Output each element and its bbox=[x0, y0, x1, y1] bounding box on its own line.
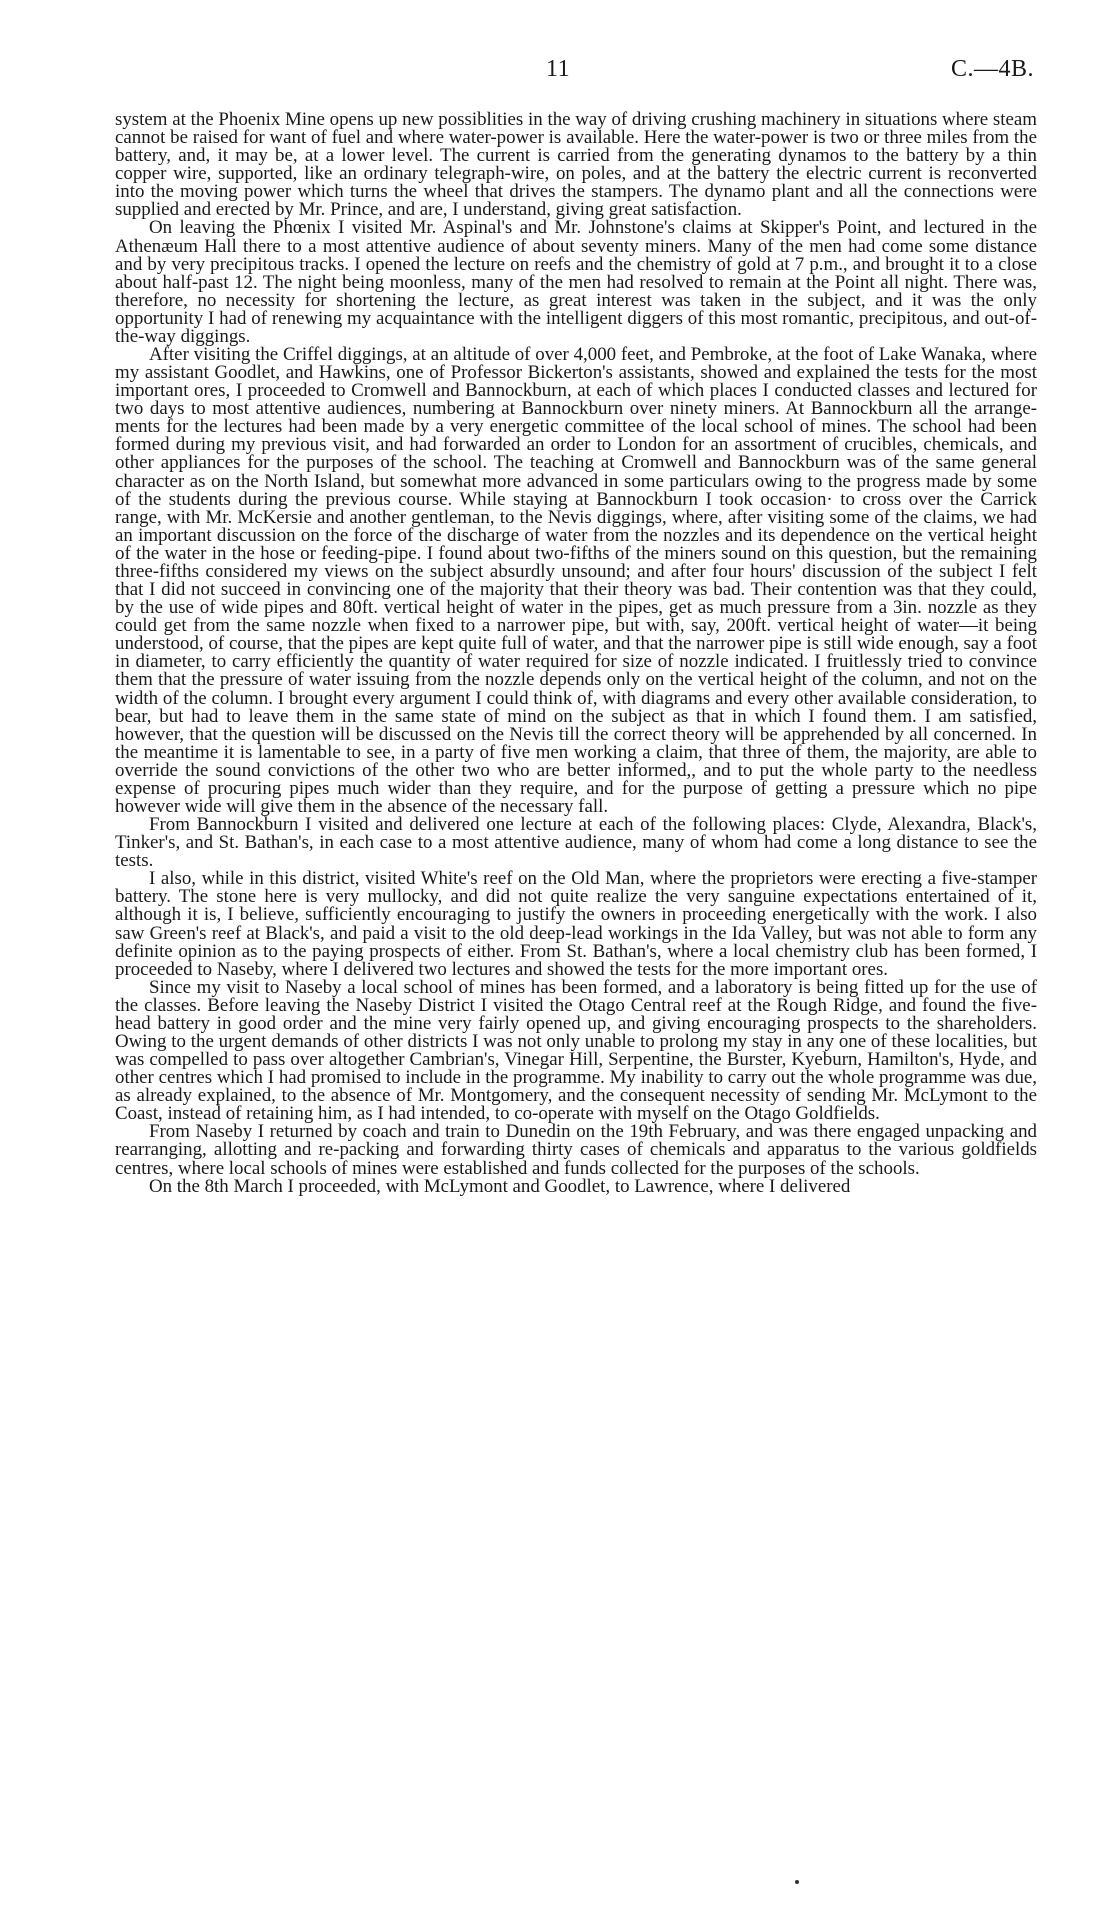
paragraph-lawrence: On the 8th March I proceeded, with McLymont and Goodlet, to Lawrence, where I delivered bbox=[149, 1175, 851, 1197]
ink-dot-mark bbox=[795, 1880, 799, 1884]
document-reference: C.—4B. bbox=[950, 56, 1034, 82]
paragraph-naseby: Since my visit to Naseby a local school of mines has been formed, and a laboratory is being fitted up for the use of the classes. Before leaving the Naseby District I visited the Otago Central reef at the Rough Ridge, and found the five-head battery in good order and the mine very fairly opened up, and giving encouraging prospects to the shareholders. Owing to the urgent demands of other districts I was not only unable to prolong my stay in any one of these localities, but was compelled to pass over altogether Cambrian's, Vinegar Hill, Serpentine, the Burster, Kyeburn, Hamilton's, Hyde, and other centres which I had promised to include in the programme. My inability to carry out the whole programme was due, as already explained, to the absence of Mr. Montgomery, and the consequent necessity of sending Mr. McLymont to the Coast, instead of retaining him, as I had intended, to co-operate with myself on the Otago Goldfields. bbox=[115, 976, 1037, 1125]
body-text bbox=[115, 111, 1037, 1196]
page-number: 11 bbox=[546, 56, 571, 82]
paragraph-dunedin: From Naseby I returned by coach and train to Dunedin on the 19th February, and was there engaged unpacking and rearranging, allotting and re-packing and forwarding thirty cases of chemicals and apparatus to the various goldfields centres, where local schools of mines were established and funds collected for the purposes of the schools. bbox=[115, 1121, 1037, 1179]
paragraph-criffel-bannockburn-nevis: After visiting the Criffel diggings, at an altitude of over 4,000 feet, and Pembroke, at the foot of Lake Wanaka, where my assistant Goodlet, and Hawkins, one of Professor Bickerton's assistants, showed and explained the tests for the most important ores, I proceeded to Cromwell and Bannockburn, at each of which places I conducted classes and lectured for two days to most attentive audiences, numbering at Bannockburn over ninety miners. At Bannockburn all the arrangements for the lectures had been made by a very energetic committee of the local school of mines. The school had been formed during my previous visit, and had forwarded an order to London for an assortment of crucibles, chemicals, and other appliances for the purposes of the school. The teaching at Cromwell and Bannockburn was of the same general character as on the North Island, but somewhat more advanced in some particulars owing to the progress made by some of the students during the previous course. While staying at Bannockburn I took occasion· to cross over the Carrick range, with Mr. McKersie and another gentleman, to the Nevis diggings, where, after visiting some of the claims, we had an important discussion on the force of the discharge of water from the nozzles and its dependence on the vertical height of the water in the hose or feeding-pipe. I found about two-fifths of the miners sound on this question, but the remaining three-fifths considered my views on the subject absurdly unsound; and after four hours' discussion of the subject I felt that I did not succeed in convincing one of the majority that their theory was bad. Their contention was that they could, by the use of wide pipes and 80ft. vertical height of water in the pipes, get as much pressure from a 3in. nozzle as they could get from the same nozzle when fixed to a narrower pipe, but with, say, 200ft. vertical height of water—it being understood, of course, that the pipes are kept quite full of water, and that the narrower pipe is still wide enough, say a foot in diameter, to carry efficiently the quantity of water required for size of nozzle indicated. I fruitlessly tried to convince them that the pressure of water issuing from the nozzle depends only on the vertical height of the column, and not on the width of the column. I brought every argument I could think of, with diagrams and every other available consideration, to bear, but had to leave them in the same state of mind on the subject as that in which I found them. I am satisfied, however, that the question will be discussed on the Nevis till the correct theory will be apprehended by all concerned. In the meantime it is lamentable to see, in a party of five men working a claim, that three of them, the majority, are able to override the sound convictions of the other two who are better informed,, and to put the whole party to the needless expense of procuring pipes much wider than they require, and for the purpose of getting a pressure which no pipe however wide will give them in the absence of the necessary fall. bbox=[115, 344, 1037, 817]
paragraph-whites-reef: I also, while in this district, visited White's reef on the Old Man, where the proprietors were erecting a five-stamper battery. The stone here is very mullocky, and did not quite realize the very sanguine expectations entertained of it, although it is, I believe, sufficiently encouraging to justify the owners in proceeding energetically with the work. I also saw Green's reef at Black's, and paid a visit to the old deep-lead workings in the Ida Valley, but was not able to form any definite opinion as to the paying prospects of either. From St. Bathan's, where a local chemistry club has been formed, I proceeded to Naseby, where I delivered two lectures and showed the tests for the more important ores. bbox=[115, 868, 1037, 980]
paragraph-skippers-point: On leaving the Phœnix I visited Mr. Aspinal's and Mr. Johnstone's claims at Skipper's Point, and lectured in the Athenæum Hall there to a most attentive audience of about seventy miners. Many of the men had come some distance and by very precipitous tracks. I opened the lecture on reefs and the chemistry of gold at 7 p.m., and brought it to a close about half-past 12. The night being moonless, many of the men had resolved to remain at the Point all night. There was, therefore, no necessity for shortening the lecture, as great interest was taken in the subject, and it was the only opportunity I had of renewing my acquaintance with the intelligent diggers of this most romantic, precipitous, and out-of-the-way diggings. bbox=[115, 217, 1037, 347]
paragraph-phoenix-mine: system at the Phoenix Mine opens up new possiblities in the way of driving crushing machinery in situations where steam cannot be raised for want of fuel and where water-power is available. Here the water-power is two or three miles from the battery, and, it may be, at a lower level. The current is carried from the generating dynamos to the battery by a thin copper wire, supported, like an ordinary telegraph-wire, on poles, and at the battery the electric current is reconverted into the moving power which turns the wheel that drives the stampers. The dynamo plant and all the connections were supplied and erected by Mr. Prince, and are, I understand, giving great satisfaction. bbox=[115, 109, 1037, 221]
paragraph-clyde-alexandra: From Bannockburn I visited and delivered one lecture at each of the following places: Clyde, Alexandra, Black's, Tinker's, and St. Bathan's, in each case to a most attentive audience, many of whom had come a long distance to see the tests. bbox=[115, 814, 1037, 872]
page-header bbox=[0, 56, 1114, 86]
